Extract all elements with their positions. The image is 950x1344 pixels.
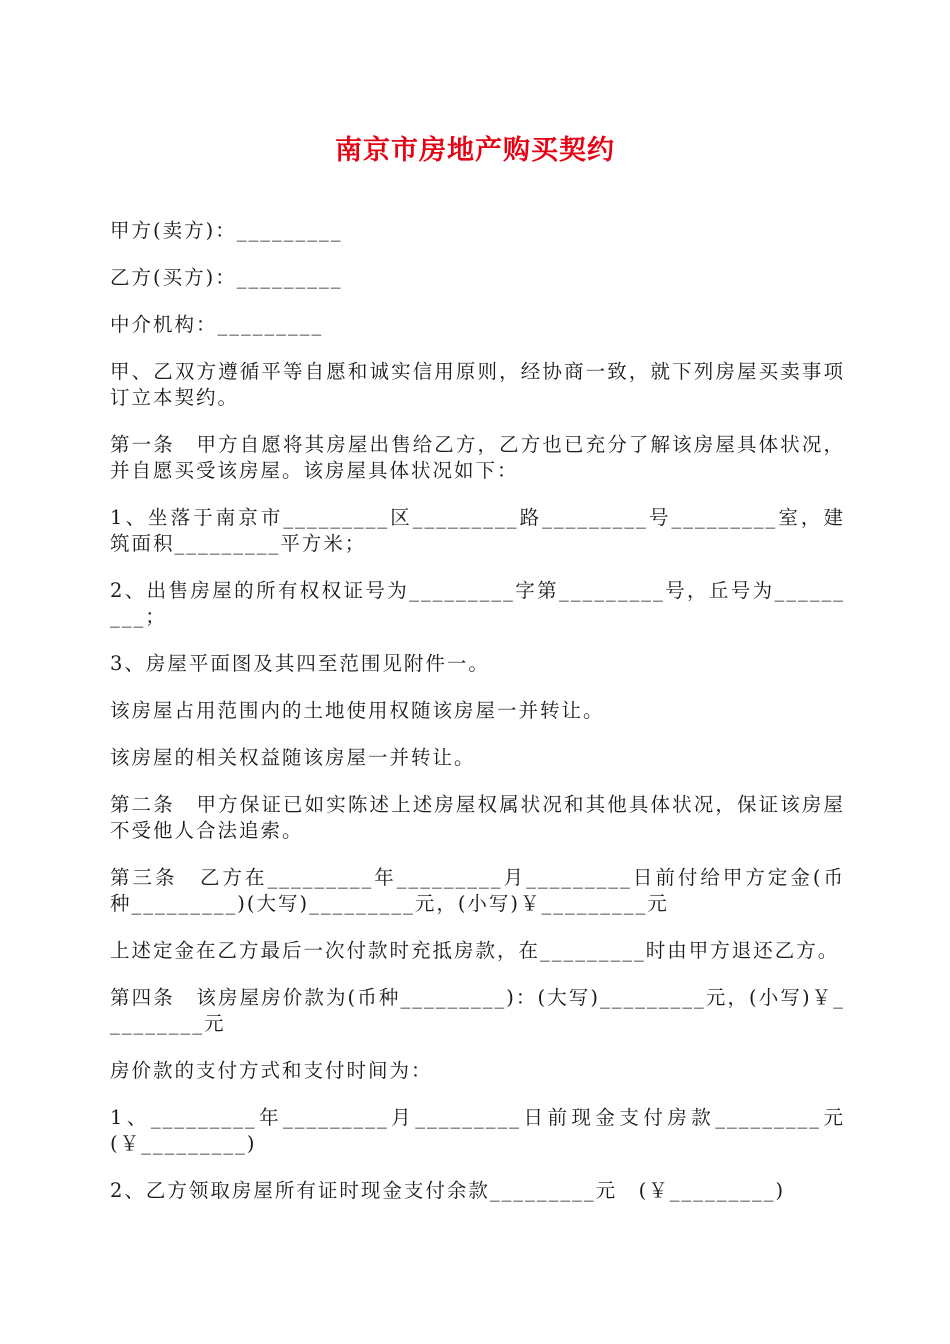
article-1-item-2: 2、出售房屋的所有权权证号为_________字第_________号，丘号为_________；: [110, 579, 845, 628]
payment-item-2: 2、乙方领取房屋所有证时现金支付余款_________元 (￥_________): [110, 1179, 786, 1202]
party-a-line: 甲方(卖方)：_________: [110, 219, 343, 242]
article-3: 第三条 乙方在_________年_________月_________日前付给甲方定金(币种_________)(大写)_________元，(小写)￥_________元: [110, 866, 845, 915]
land-use-right-paragraph: 该房屋占用范围内的土地使用权随该房屋一并转让。: [110, 699, 605, 722]
payment-method-heading: 房价款的支付方式和支付时间为：: [110, 1059, 433, 1082]
article-2: 第二条 甲方保证已如实陈述上述房屋权属状况和其他具体状况，保证该房屋不受他人合法追索。: [110, 793, 845, 842]
party-b-line: 乙方(买方)：_________: [110, 266, 343, 289]
related-rights-paragraph: 该房屋的相关权益随该房屋一并转让。: [110, 746, 476, 769]
article-1: 第一条 甲方自愿将其房屋出售给乙方，乙方也已充分了解该房屋具体状况，并自愿买受该房屋。该房屋具体状况如下：: [110, 433, 845, 482]
document-title: 南京市房地产购买契约: [335, 135, 615, 166]
deposit-offset-paragraph: 上述定金在乙方最后一次付款时充抵房款，在_________时由甲方退还乙方。: [110, 939, 840, 962]
article-4: 第四条 该房屋房价款为(币种_________)：(大写)_________元，(小写)￥_________元: [110, 986, 845, 1035]
article-1-item-3: 3、房屋平面图及其四至范围见附件一。: [110, 652, 490, 675]
payment-item-1: 1、_________年_________月_________日前现金支付房款_________元(￥_________): [110, 1106, 845, 1155]
article-1-item-1: 1、坐落于南京市_________区_________路_________号_________室，建筑面积_________平方米；: [110, 506, 845, 555]
document-body: [110, 218, 845, 1225]
agency-line: 中介机构：_________: [110, 313, 324, 336]
preamble-paragraph: 甲、乙双方遵循平等自愿和诚实信用原则，经协商一致，就下列房屋买卖事项订立本契约。: [110, 360, 845, 409]
